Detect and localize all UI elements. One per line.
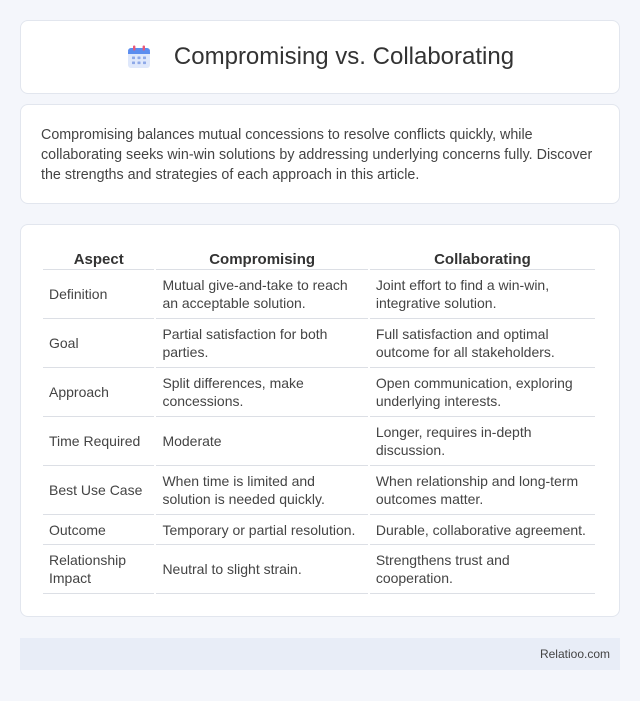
cell-aspect: Outcome — [43, 515, 154, 545]
cell-aspect: Goal — [43, 319, 154, 368]
cell-collaborating: Longer, requires in-depth discussion. — [370, 417, 595, 466]
cell-aspect: Best Use Case — [43, 466, 154, 515]
header-compromising: Compromising — [156, 247, 367, 270]
cell-aspect: Relationship Impact — [43, 545, 154, 594]
cell-aspect: Definition — [43, 270, 154, 319]
cell-collaborating: Full satisfaction and optimal outcome for all stakeholders. — [370, 319, 595, 368]
comparison-table — [41, 247, 597, 594]
cell-compromising: Split differences, make concessions. — [156, 368, 367, 417]
table-row — [43, 545, 595, 594]
cell-collaborating: When relationship and long-term outcomes matter. — [370, 466, 595, 515]
table-row — [43, 270, 595, 319]
title-card — [20, 20, 620, 94]
page-title: Compromising vs. Collaborating — [173, 43, 515, 70]
cell-compromising: Moderate — [156, 417, 367, 466]
table-row — [43, 515, 595, 545]
comparison-card — [20, 224, 620, 617]
table-header-row — [43, 247, 595, 270]
cell-collaborating: Durable, collaborative agreement. — [370, 515, 595, 545]
cell-compromising: Temporary or partial resolution. — [156, 515, 367, 545]
cell-compromising: Partial satisfaction for both parties. — [156, 319, 367, 368]
header-aspect: Aspect — [43, 247, 154, 270]
table-row — [43, 368, 595, 417]
cell-collaborating: Strengthens trust and cooperation. — [370, 545, 595, 594]
cell-compromising: When time is limited and solution is needed quickly. — [156, 466, 367, 515]
cell-compromising: Neutral to slight strain. — [156, 545, 367, 594]
cell-aspect: Approach — [43, 368, 154, 417]
cell-compromising: Mutual give-and-take to reach an acceptable solution. — [156, 270, 367, 319]
calendar-icon — [126, 44, 152, 70]
table-row — [43, 319, 595, 368]
intro-card — [20, 104, 620, 204]
cell-aspect: Time Required — [43, 417, 154, 466]
cell-collaborating: Open communication, exploring underlying interests. — [370, 368, 595, 417]
table-row — [43, 417, 595, 466]
footer — [20, 638, 620, 670]
table-row — [43, 466, 595, 515]
footer-brand[interactable]: Relatioo.com — [539, 647, 610, 661]
header-collaborating: Collaborating — [370, 247, 595, 270]
cell-collaborating: Joint effort to find a win-win, integrative solution. — [370, 270, 595, 319]
intro-text: Compromising balances mutual concessions to resolve conflicts quickly, while collaborating seeks win-win solutions by addressing underlying concerns fully. Discover the strengths and strategies of each approach in this article. — [41, 127, 593, 183]
